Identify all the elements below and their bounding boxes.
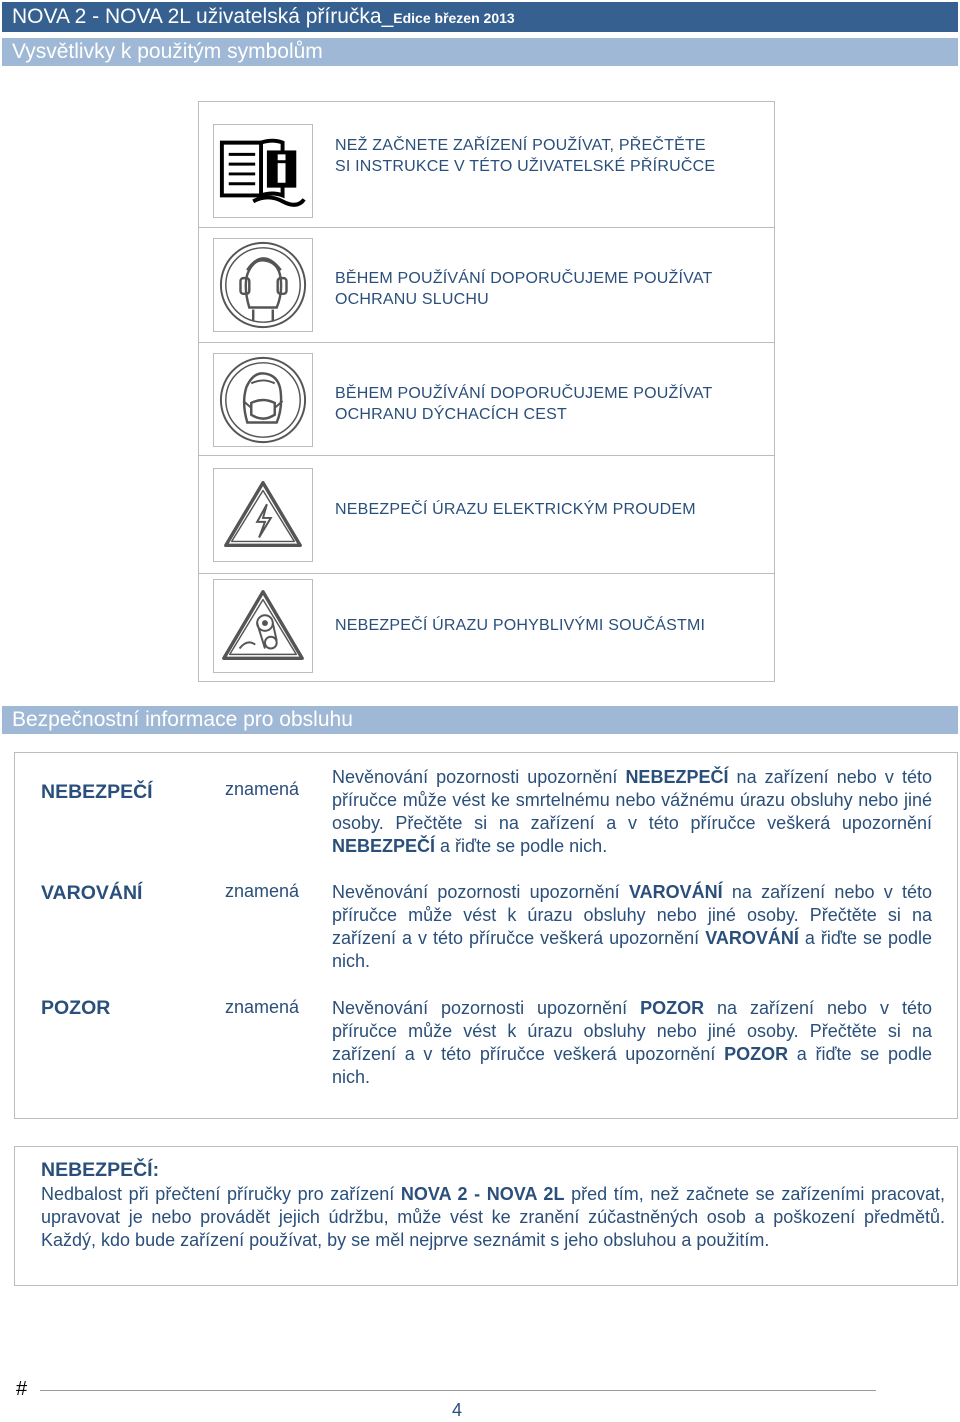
electric-shock-warning-icon — [213, 468, 313, 562]
page-header — [2, 2, 958, 32]
danger-term: NEBEZPEČÍ — [41, 781, 153, 803]
moving-parts-warning-icon — [213, 579, 313, 673]
symbol-description: NEBEZPEČÍ ÚRAZU POHYBLIVÝMI SOUČÁSTMI — [335, 617, 706, 634]
symbol-row — [199, 102, 774, 227]
symbol-row — [199, 455, 774, 574]
warning-term: VAROVÁNÍ — [41, 882, 143, 904]
caution-description: Nevěnování pozornosti upozornění POZOR na zařízení nebo v této příručce může vést k úrazu obsluhy nebo jiné osoby. Přečtěte si na zařízení a v této příručce veškerá upozornění POZOR a řiďte se podle nich. — [332, 998, 932, 1087]
symbol-description: NEBEZPEČÍ ÚRAZU ELEKTRICKÝM PROUDEM — [335, 501, 696, 518]
footer-divider — [40, 1390, 876, 1391]
symbols-table — [198, 101, 775, 682]
means-label: znamená — [225, 779, 300, 799]
hearing-protection-icon — [213, 238, 313, 332]
safety-section-title: Bezpečnostní informace pro obsluhu — [2, 706, 958, 734]
respiratory-protection-icon — [213, 353, 313, 447]
danger-notice-box — [14, 1146, 958, 1286]
edition-label: Edice březen 2013 — [393, 10, 515, 26]
danger-description: Nevěnování pozornosti upozornění NEBEZPEČÍ na zařízení nebo v této příručce může vést ke smrtelnému nebo vážnému úrazu obsluhy nebo jiné osoby. Přečtěte si na zařízení a v této příručce veškerá upozornění NEBEZPEČÍ a řiďte se podle nich. — [332, 767, 932, 856]
caution-term: POZOR — [41, 997, 111, 1019]
safety-info-box — [14, 752, 958, 1119]
document-title: NOVA 2 - NOVA 2L uživatelská příručka_ — [12, 5, 394, 28]
danger-notice-title: NEBEZPEČÍ: — [41, 1159, 160, 1181]
danger-notice-text: Nedbalost při přečtení příručky pro zařízení NOVA 2 - NOVA 2L před tím, než začnete se zařízeními pracovat, upravovat je nebo provádět jejich údržbu, může vést ke zranění zúčastněných osob a poškození předmětů. Každý, kdo bude zařízení používat, by se měl nejprve seznámit s jeho obsluhou a použitím. — [41, 1184, 946, 1250]
symbol-row — [199, 573, 774, 683]
page-number: 4 — [452, 1400, 463, 1420]
symbol-description: BĚHEM POUŽÍVÁNÍ DOPORUČUJEME POUŽÍVAT OCHRANU DÝCHACÍCH CEST — [335, 385, 713, 423]
manual-info-icon — [213, 124, 313, 218]
symbol-row — [199, 227, 774, 343]
warning-description: Nevěnování pozornosti upozornění VAROVÁNÍ na zařízení nebo v této příručce může vést k úrazu obsluhy nebo jiné osoby. Přečtěte si na zařízení a v této příručce veškerá upozornění VAROVÁNÍ a řiďte se podle nich. — [332, 882, 933, 971]
symbol-description: BĚHEM POUŽÍVÁNÍ DOPORUČUJEME POUŽÍVAT OCHRANU SLUCHU — [335, 270, 713, 308]
means-label: znamená — [225, 997, 300, 1017]
symbols-section-title: Vysvětlivky k použitým symbolům — [2, 38, 958, 66]
means-label: znamená — [225, 881, 300, 901]
symbol-description: NEŽ ZAČNETE ZAŘÍZENÍ POUŽÍVAT, PŘEČTĚTE SI INSTRUKCE V TÉTO UŽIVATELSKÉ PŘÍRUČCE — [335, 137, 716, 175]
footer-hash: # — [16, 1378, 28, 1400]
symbol-row — [199, 342, 774, 456]
